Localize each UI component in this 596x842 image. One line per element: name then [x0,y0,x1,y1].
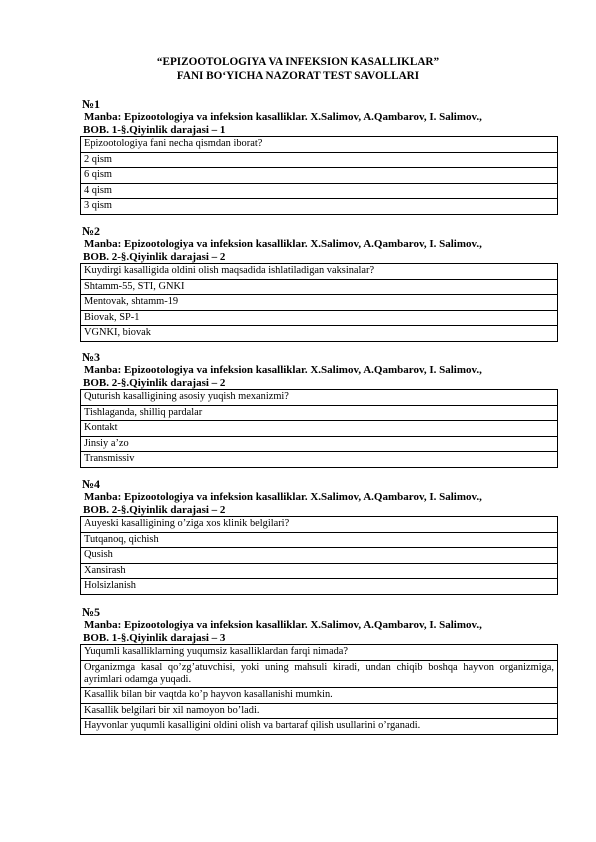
option-text: Xansirash [81,563,558,579]
question-source: Manba: Epizootologiya va infeksion kasalliklar. X.Salimov, A.Qambarov, I. Salimov., [84,491,482,503]
question-text: Yuqumli kasalliklarning yuqumsiz kasalliklardan farqi nimada? [81,645,558,661]
question-source: Manba: Epizootologiya va infeksion kasalliklar. X.Salimov, A.Qambarov, I. Salimov., [84,238,482,250]
option-text: Kontakt [81,421,558,437]
option-row [81,199,558,215]
option-text: Jinsiy a’zo [81,436,558,452]
document-title-line2: FANI BO‘YICHA NAZORAT TEST SAVOLLARI [176,70,420,82]
option-text: 6 qism [81,168,558,184]
option-row [81,579,558,595]
question-table [80,644,558,735]
document-title-line1: “EPIZOOTOLOGIYA VA INFEKSION KASALLIKLAR” [156,56,440,68]
option-row [81,703,558,719]
option-text: Tutqanoq, qichish [81,532,558,548]
option-row [81,719,558,735]
question-table [80,516,558,595]
question-row [81,137,558,153]
question-number: №5 [82,605,101,619]
option-text: VGNKI, biovak [81,326,558,342]
option-text: 4 qism [81,183,558,199]
question-number: №3 [82,350,101,364]
question-table [80,136,558,215]
question-block-1 [80,97,558,215]
option-text: Transmissiv [81,452,558,468]
question-number: №1 [82,97,101,111]
option-text: Kasallik bilan bir vaqtda ko’p hayvon kasallanishi mumkin. [81,688,558,704]
option-row [81,168,558,184]
question-text: Kuydirgi kasalligida oldini olish maqsadida ishlatiladigan vaksinalar? [81,264,558,280]
option-row [81,421,558,437]
question-text: Quturish kasalligining asosiy yuqish mexanizmi? [81,390,558,406]
option-row [81,452,558,468]
question-block-5 [80,605,558,735]
question-level: BOB. 1-§.Qiyinlik darajasi – 3 [83,631,226,644]
option-text: Holsizlanish [81,579,558,595]
option-text: Organizmga kasal qo’zg’atuvchisi, yoki uning mahsuli kiradi, undan chiqib boshqa hayvon organizmiga, ayrimlari odamga yuqadi. [81,660,558,688]
question-number: №4 [82,477,101,491]
question-block-4 [80,477,558,595]
option-row [81,548,558,564]
option-text: Mentovak, shtamm-19 [81,295,558,311]
question-block-3 [80,350,558,468]
question-level: BOB. 1-§.Qiyinlik darajasi – 1 [83,123,226,136]
option-row [81,660,558,688]
option-row [81,310,558,326]
option-text: Biovak, SP-1 [81,310,558,326]
question-level: BOB. 2-§.Qiyinlik darajasi – 2 [83,376,226,389]
option-row [81,326,558,342]
option-row [81,405,558,421]
question-table [80,389,558,468]
option-row [81,563,558,579]
option-text: Tishlaganda, shilliq pardalar [81,405,558,421]
option-text: 3 qism [81,199,558,215]
question-number: №2 [82,224,101,238]
question-row [81,645,558,661]
option-row [81,152,558,168]
option-row [81,436,558,452]
question-source: Manba: Epizootologiya va infeksion kasalliklar. X.Salimov, A.Qambarov, I. Salimov., [84,364,482,376]
question-source: Manba: Epizootologiya va infeksion kasalliklar. X.Salimov, A.Qambarov, I. Salimov., [84,111,482,123]
option-row [81,295,558,311]
question-level: BOB. 2-§.Qiyinlik darajasi – 2 [83,503,226,516]
option-row [81,532,558,548]
option-row [81,183,558,199]
option-text: Shtamm-55, STI, GNKI [81,279,558,295]
question-source: Manba: Epizootologiya va infeksion kasalliklar. X.Salimov, A.Qambarov, I. Salimov., [84,619,482,631]
option-text: Kasallik belgilari bir xil namoyon bo’ladi. [81,703,558,719]
question-level: BOB. 2-§.Qiyinlik darajasi – 2 [83,250,226,263]
option-text: Hayvonlar yuqumli kasalligini oldini olish va bartaraf qilish usullarini o’rganadi. [81,719,558,735]
question-row [81,264,558,280]
question-row [81,390,558,406]
question-row [81,517,558,533]
question-text: Epizootologiya fani necha qismdan iborat? [81,137,558,153]
option-text: Qusish [81,548,558,564]
option-text: 2 qism [81,152,558,168]
option-row [81,279,558,295]
option-row [81,688,558,704]
question-text: Auyeski kasalligining o’ziga xos klinik belgilari? [81,517,558,533]
question-table [80,263,558,342]
question-block-2 [80,224,558,342]
